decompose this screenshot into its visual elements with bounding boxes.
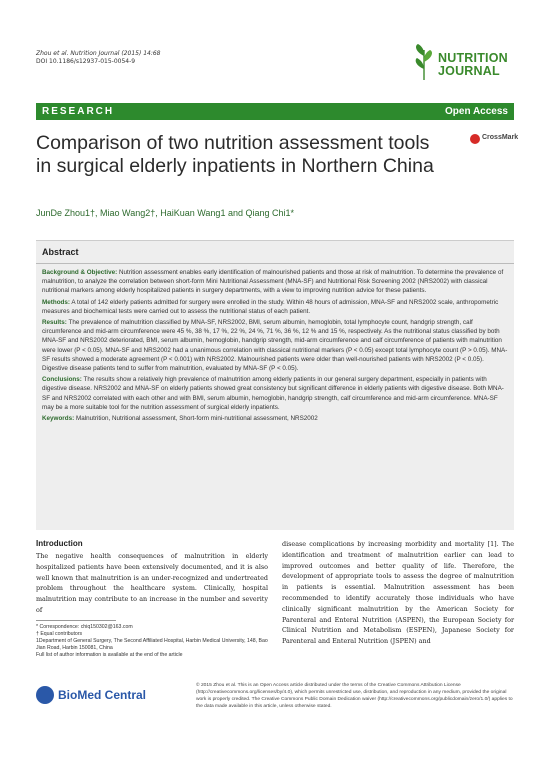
footnotes: [36, 620, 268, 659]
introduction-right-column: disease complications by increasing morbidity and mortality [1]. The identification and treatment of malnutrition earlier can lead to improved outcomes and better quality of life. Therefore, the development of appropriate tools to assess the degree of malnutrition in patients is essential. Malnutrition assessment has been recommended to identify accurately those individuals who have clinically significant malnutrition by the American Society for Parenteral and Enteral Nutrition (ASPEN), the European Society for Clinical Nutrition and Metabolism (ESPEN), Japanese Society for Parenteral and Enteral Nutrition (JSPEN) and: [282, 540, 514, 646]
abstract-divider: [36, 263, 514, 264]
article-title: Comparison of two nutrition assessment tools in surgical elderly inpatients in Northern China: [36, 132, 434, 177]
section-band: [36, 103, 514, 120]
introduction-left-column: The negative health consequences of malnutrition in elderly hospitalized patients have been extensively documented, and it is also well known that malnutrition is an under-recognized and undertreated problem throughout the healthcare system. Clinically, hospital malnutrition may contribute to an increase in the number and severity of: [36, 552, 268, 614]
crossmark-badge[interactable]: CrossMark: [470, 133, 516, 145]
abstract-keywords: Keywords: Malnutrition, Nutritional assessment, Short-form mini-nutritional assessment, NRS2002: [42, 415, 318, 423]
abstract-results: Results: The prevalence of malnutrition classified by MNA-SF, NRS2002, BMI, serum albumin, hemoglobin, total lymphocyte count, handgrip strength, calf circumference and mid-arm circumference were 45 %, 38 %, 17 %, 22 %, 24 %, 71 %, 36 %, 12 % and 15 %, respectively. As the nutritional status classified by both MNA-SF and NRS2002 deteriorated, BMI, serum albumin, hemoglobin, handgrip strength, mid-arm circumference and calf circumference of patients with malnutrition were lower (P < 0.05). MNA-SF and NRS2002 had a unanimous correlation with classical nutritional markers (P < 0.05) except total lymphocyte count (P > 0.05). MNA-SF results showed a moderate agreement (P < 0.001) with NRS2002. Malnourished patients were older than well-nourished patients with NRS2002 (P < 0.05). Digestive disease patients tend to suffer from malnutrition, evaluated by MNA-SF (P < 0.05).: [42, 319, 508, 373]
abstract-background: Background & Objective: Nutrition assessment enables early identification of malnourished patients and those at risk of malnutrition. To determine the prevalence of malnutrition, to analyze the correlation between short-form Mini Nutritional Assessment (MNA-SF) and Nutritional Risk Screening 2002 (NRS2002) with classical nutritional markers among elderly hospitalized patients in surgery departments, with a view to improving nutrition advice for these patients.: [42, 269, 504, 295]
full-author-info: Full list of author information is available at the end of the article: [36, 652, 183, 658]
journal-logo[interactable]: [412, 42, 516, 86]
affiliation: 1Department of General Surgery, The Second Affiliated Hospital, Harbin Medical University, 148, Bao Jian Road, Harbin 150081, China: [36, 638, 268, 651]
open-access-label: Open Access: [445, 106, 508, 117]
leaf-icon: [412, 42, 436, 82]
abstract-heading: Abstract: [42, 247, 79, 257]
abstract-box: [36, 240, 514, 530]
publisher-logo[interactable]: BioMed Central: [36, 682, 156, 710]
biomed-central-icon: [36, 686, 54, 704]
introduction-heading: Introduction: [36, 539, 83, 548]
doi[interactable]: DOI 10.1186/s12937-015-0054-9: [36, 58, 136, 65]
footnote-divider: [36, 620, 116, 621]
abstract-body: [42, 268, 510, 425]
abstract-conclusions: Conclusions: The results show a relatively high prevalence of malnutrition among elderly patients in our general surgery department, especially in patients with digestive disease. NRS2002 and MNA-SF on elderly patients showed great consistency but significant difference in elderly patients with digestive disease. Both MNA-SF and NRS2002 correlated with each other and with BMI, serum albumin, hemoglobin, handgrip strength, calf circumference and mid-arm circumference. MNA-SF may be a more suitable tool for the nutrition assessment of surgical elderly inpatients.: [42, 376, 504, 411]
license-text: © 2015 Zhou et al. This is an Open Access article distributed under the terms of the Creative Commons Attribution License (http://creativecommons.org/licenses/by/4.0), which permits unrestricted use, distribution, and reproduction in any medium, provided the original work is properly credited. The Creative Commons Public Domain Dedication waiver (http://creativecommons.org/publicdomain/zero/1.0/) applies to the data made available in this article, unless otherwise stated.: [196, 683, 513, 709]
author-list: JunDe Zhou1†, Miao Wang2†, HaiKuan Wang1 and Qiang Chi1*: [36, 208, 294, 218]
equal-contributors: † Equal contributors: [36, 631, 83, 637]
article-meta: [36, 50, 161, 66]
journal-reference: Zhou et al. Nutrition Journal (2015) 14:68: [36, 50, 161, 57]
abstract-methods: Methods: A total of 142 elderly patients admitted for surgery were enrolled in the study. Within 48 hours of admission, MNA-SF and NRS2002 scale, anthropometric measures and biochemical tests were carried out to assess the nutritional status of each patient.: [42, 298, 499, 315]
crossmark-icon: [470, 134, 480, 144]
journal-logo-text: NUTRITION JOURNAL: [438, 51, 508, 78]
section-label: RESEARCH: [42, 106, 115, 117]
correspondence[interactable]: * Correspondence: chiq150302@163.com: [36, 624, 133, 630]
